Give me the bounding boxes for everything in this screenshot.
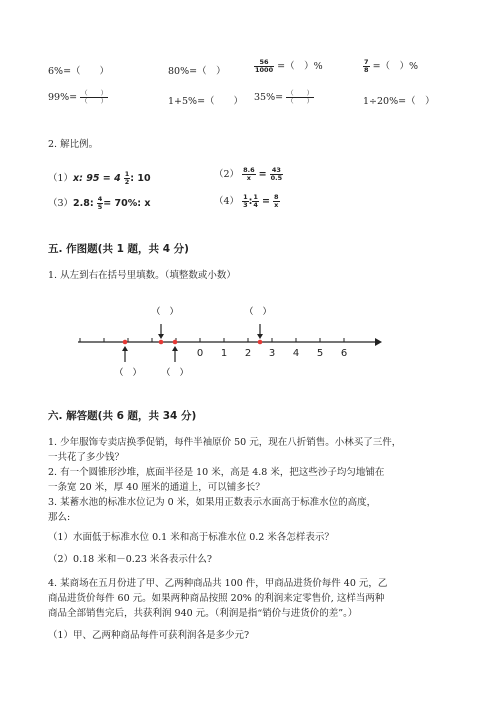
proportion-3: （3）2.8: $\frac{4}{5}$ = 70%: x <box>48 195 151 211</box>
number-line-ticks <box>80 338 347 359</box>
point-marker-1 <box>123 340 128 345</box>
proportion-4: （4） $\frac{1}{3}$ : $\frac{1}{4}$ = $\frac{8}{x}$ <box>214 193 279 209</box>
q4-sub1: （1）甲、乙两种商品每件可获利润各是多少元? <box>48 630 250 641</box>
conv-1-plus-5-percent: 1+5%=（ ） <box>168 96 244 107</box>
arrow-up-2-head <box>172 346 178 351</box>
tick-label: 3 <box>268 348 276 359</box>
blank-below-2: （ ） <box>161 368 189 378</box>
section2-title: 2. 解比例。 <box>48 139 99 150</box>
q4-line3: 商品全部销售完后，共获利润 940 元。（利润是指“销价与进货价的差”。） <box>48 608 358 619</box>
proportion-1: （1）x: 95 = 4 $\frac{1}{2}$ : 10 <box>48 170 151 186</box>
section5-heading: 五. 作图题(共 1 题，共 4 分) <box>48 243 189 255</box>
q3-sub2: （2）0.18 米和－0.23 米各表示什么? <box>48 554 212 565</box>
conv-6-percent: 6%=（ ） <box>48 66 110 77</box>
point-marker-4 <box>258 340 263 345</box>
tick-label: 0 <box>196 348 204 359</box>
arrow-up-1-head <box>122 346 128 351</box>
q2-line2: 一条宽 20 米，厚 40 厘米的通道上，可以铺多长？ <box>48 482 265 493</box>
blank-below-1: （ ） <box>114 368 142 378</box>
tick-label: 4 <box>292 348 300 359</box>
tick-label: 5 <box>316 348 324 359</box>
number-line <box>70 302 390 382</box>
arrow-down-2-head <box>257 334 263 339</box>
q3-line2: 那么: <box>48 512 71 523</box>
tick-label: 1 <box>220 348 228 359</box>
proportion-2: （2） $\frac{8.6}{x}$ = $\frac{43}{0.5}$ <box>214 166 283 182</box>
conv-7-8: $\frac{7}{8}$ =（ ）% <box>364 58 419 74</box>
section5-question: 1. 从左到右在括号里填数。（填整数或小数） <box>48 270 236 281</box>
section6-heading: 六. 解答题(共 6 题，共 34 分) <box>48 410 197 422</box>
number-line-arrow <box>375 338 382 346</box>
tick-label: 2 <box>244 348 252 359</box>
blank-above-2: （ ） <box>244 307 272 317</box>
point-marker-2 <box>159 340 164 345</box>
blank-above-1: （ ） <box>151 307 179 317</box>
q1-line2: 一共花了多少钱？ <box>48 452 125 463</box>
conv-99-percent: 99%= $\frac{( )}{( )}$ <box>48 89 108 105</box>
q3-sub1: （1）水面低于标准水位 0.1 米和高于标准水位 0.2 米各怎样表示？ <box>48 532 334 543</box>
conv-35-percent: 35%= $\frac{( )}{( )}$ <box>254 89 314 105</box>
conv-56-1000: $\frac{56}{1000}$ =（ ）% <box>255 58 323 74</box>
conv-80-percent: 80%=（ ） <box>168 66 226 77</box>
tick-label: 6 <box>340 348 348 359</box>
q4-line1: 4. 某商场在五月份进了甲、乙两种商品共 100 件，甲商品进货价每件 40 元，乙 <box>48 578 388 589</box>
arrow-down-1-head <box>158 334 164 339</box>
q3-line1: 3. 某蓄水池的标准水位记为 0 米，如果用正数表示水面高于标准水位的高度， <box>48 497 377 508</box>
point-marker-3 <box>173 340 178 345</box>
conv-1-div-20-percent: 1÷20%=（ ） <box>363 96 435 107</box>
q1-line1: 1. 少年服饰专卖店换季促销，每件半袖原价 50 元，现在八折销售。小林买了三件， <box>48 437 402 448</box>
q2-line1: 2. 有一个圆锥形沙堆，底面半径是 10 米，高是 4.8 米，把这些沙子均匀地铺在 <box>48 467 385 478</box>
q4-line2: 商品进货价每件 60 元。如果两种商品按照 20% 的利润来定零售价, 这样当两种 <box>48 593 385 604</box>
